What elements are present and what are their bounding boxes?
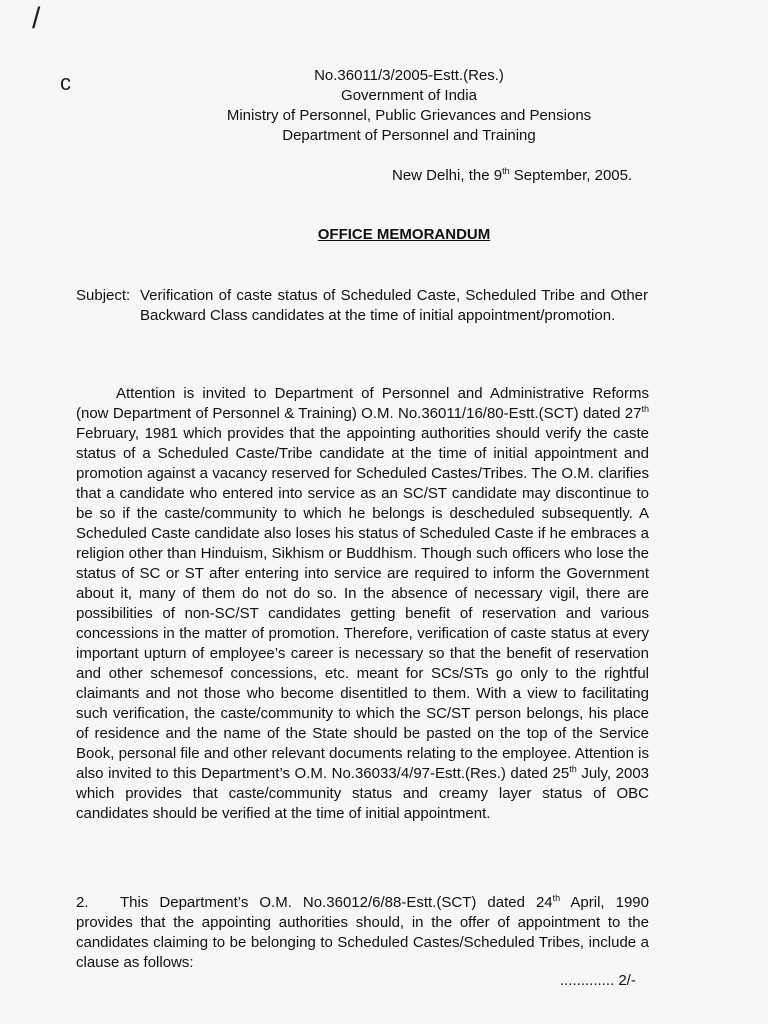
government-name: Government of India xyxy=(341,87,477,104)
handwritten-c-mark: c xyxy=(60,70,71,95)
para1-part-a: Attention is invited to Department of Personnel and Administrative Reforms (now Department of Personnel & Training) O.M. No.36011/16/80-Estt.(SCT) dated 27 xyxy=(76,385,649,422)
dateline-sup: th xyxy=(502,166,510,176)
reference-number: No.36011/3/2005-Estt.(Res.) xyxy=(314,67,504,84)
handwritten-slash-mark: / xyxy=(32,2,41,35)
para2-part-a: This Department’s O.M. No.36012/6/88-Estt.(SCT) dated 24 xyxy=(120,894,553,911)
para1-sup-a: th xyxy=(641,404,649,414)
dateline-suffix: September, 2005. xyxy=(509,167,633,184)
para2-number: 2. xyxy=(76,894,89,911)
para1-part-b: February, 1981 which provides that the appointing authorities should verify the caste status of a Scheduled Caste/Tribe candidate at the time of initial appointment and promotion against a vacancy reserved for Scheduled Castes/Tribes. The O.M. clarifies that a candidate who entered into service as an SC/ST candidate may discontinue to be so if the caste/community to which he belongs is descheduled subsequently. A Scheduled Caste candidate also loses his status of Scheduled Caste if he embraces a religion other than Hinduism, Sikhism or Buddhism. Though such officers who lose the status of SC or ST after entering into service are required to inform the Government about it, many of them do not do so. In the absence of necessary vigil, there are possibilities of non-SC/ST candidates getting benefit of reservation and various concessions in the matter of promotion. Therefore, verification of caste status at every important upturn of employee’s career is necessary so that the benefit of reservation and other schemesof concessions, etc. meant for SCs/STs go only to the rightful claimants and not those who become disentitled to them. With a view to facilitating such verification, the caste/community to which the SC/ST person belongs, his place of residence and the name of the State should be pasted on the top of the Service Book, personal file and other relevant documents relating to the employee. Attention is also invited to this Department’s O.M. No.36033/4/97-Estt.(Res.) dated 25 xyxy=(76,425,649,782)
page-continuation: ............. 2/- xyxy=(560,972,636,989)
paragraph-2 xyxy=(76,893,649,973)
ministry-name: Ministry of Personnel, Public Grievances and Pensions xyxy=(226,107,592,124)
paragraph-1 xyxy=(76,384,649,824)
para1-sup-b: th xyxy=(569,764,577,774)
para1-part-c: July, 2003 which provides that caste/community status and creamy layer status of OBC candidates should be verified at the time of initial appointment. xyxy=(76,765,649,822)
subject-block xyxy=(76,286,648,326)
department-name: Department of Personnel and Training xyxy=(282,127,536,144)
dateline-prefix: New Delhi, the 9 xyxy=(392,167,503,184)
dateline xyxy=(392,166,632,184)
para2-part-b: April, 1990 provides that the appointing authorities should, in the offer of appointment to the candidates claiming to be belonging to Scheduled Castes/Scheduled Tribes, include a clause as follows: xyxy=(76,894,649,971)
memo-title: OFFICE MEMORANDUM xyxy=(317,226,491,243)
subject-text: Verification of caste status of Scheduled Caste, Scheduled Tribe and Other Backward Class candidates at the time of initial appointment/promotion. xyxy=(140,287,648,324)
subject-label: Subject: xyxy=(76,287,131,304)
letterhead xyxy=(0,66,768,146)
para2-sup: th xyxy=(552,893,561,903)
